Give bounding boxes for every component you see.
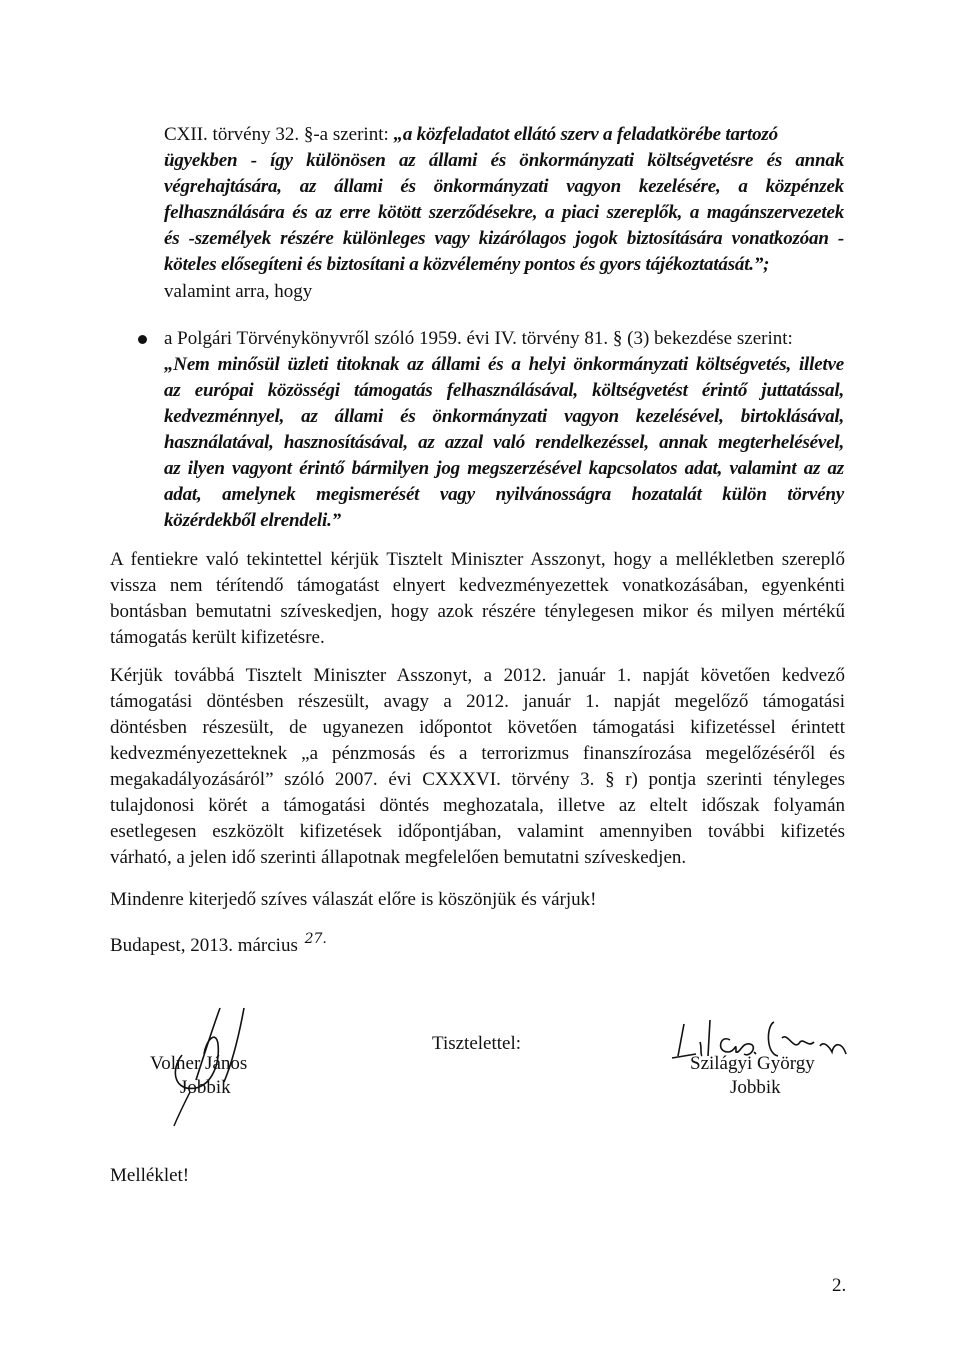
quote-line-1 [164, 124, 778, 145]
signer-left-party: Jobbik [180, 1077, 231, 1098]
bullet-line: „Nem minősül üzleti titoknak az állami és a helyi önkormányzati költségvetés, illetve [164, 354, 844, 375]
paragraph-line: döntésben részesült, de ugyanezen időpontot követően támogatási kifizetéssel érintett [110, 717, 845, 738]
paragraph-line: támogatási döntésben részesült, avagy a 2012. január 1. napját megelőző támogatási [110, 691, 845, 712]
quote-line: felhasználására és az erre kötött szerződésekre, a piaci szereplők, a magánszervezetek [164, 202, 844, 223]
signer-right-party: Jobbik [730, 1077, 781, 1098]
date-text: Budapest, 2013. március [110, 935, 298, 956]
intro-hogy: valamint arra, hogy [164, 281, 313, 302]
quote-line: köteles elősegíteni és biztosítani a közvélemény pontos és gyors tájékoztatását.”; [164, 254, 770, 275]
bullet-line: az ilyen vagyont érintő bármilyen jog megszerzésével kapcsolatos adat, valamint az az [164, 458, 844, 479]
paragraph-line: A fentiekre való tekintettel kérjük Tisztelt Miniszter Asszonyt, hogy a mellékletben szereplő [110, 549, 845, 570]
greeting: Tisztelettel: [432, 1033, 522, 1054]
page-number: 2. [832, 1275, 847, 1296]
quote-line: ügyekben - így különösen az állami és önkormányzati költségvetésre és annak [164, 150, 844, 171]
quote-line [164, 124, 778, 146]
paragraph-line: kedvezményezetteknek „a pénzmosás és a terrorizmus finanszírozása megelőzéséről és [110, 743, 845, 764]
quote-line-1-lead: CXII. törvény 32. §-a szerint: [164, 124, 394, 145]
paragraph-line: várható, a jelen idő szerinti állapotnak megfelelően bemutatni szíveskedjen. [110, 847, 687, 868]
paragraph-line: megakadályozásáról” szóló 2007. évi CXXXVI. törvény 3. § r) pontja szerinti tényleges [110, 769, 845, 790]
quote-line: és -személyek részére különleges vagy kizárólagos jogok biztosítására vonatkozóan - [164, 228, 844, 249]
paragraph-line: vissza nem térítendő támogatást elnyert kedvezményezettek vonatkozásában, egyenkénti [110, 575, 845, 596]
bullet-line: az európai közösségi támogatás felhasználásával, költségvetést érintő juttatással, [164, 380, 844, 401]
paragraph-line: bontásban bemutatni szíveskedjen, hogy azok részére ténylegesen mikor és milyen mértékű [110, 601, 845, 622]
bullet-dot [138, 335, 147, 344]
bullet-line: használatával, hasznosításával, az azzal való rendelkezéssel, annak megterhelésével, [164, 432, 844, 453]
quote-line: végrehajtására, az állami és önkormányzati vagyon kezelésére, a közpénzek [164, 176, 844, 197]
paragraph-line: támogatás került kifizetésre. [110, 627, 325, 648]
attachment-note: Melléklet! [110, 1165, 190, 1186]
paragraph-line: esetlegesen eszközölt kifizetések időpontjában, valamint amennyiben további kifizetés [110, 821, 845, 842]
date-line [110, 931, 327, 958]
paragraph-line: Kérjük továbbá Tisztelt Miniszter Asszonyt, a 2012. január 1. napját követően kedvező [110, 665, 845, 686]
bullet-line: adat, amelynek megismerését vagy nyilvánosságra hozatalát külön törvény [164, 484, 844, 505]
signer-right-name: Szilágyi György [690, 1053, 815, 1074]
quote-line-1-italic: „a közfeladatot ellátó szerv a feladatkörébe tartozó [393, 124, 778, 145]
signer-left-name: Volner János [150, 1053, 248, 1074]
bullet-line: közérdekből elrendeli.” [164, 510, 341, 531]
date-day-handwritten: 27. [304, 931, 327, 947]
bullet-line: kedvezménnyel, az állami és önkormányzati vagyon kezelésével, birtoklásával, [164, 406, 844, 427]
closing-sentence: Mindenre kiterjedő szíves válaszát előre is köszönjük és várjuk! [110, 889, 597, 910]
bullet-line: a Polgári Törvénykönyvről szóló 1959. évi IV. törvény 81. § (3) bekezdése szerint: [164, 328, 793, 349]
paragraph-line: tulajdonosi körét a támogatási döntés meghozatala, illetve az eltelt időszak folyamán [110, 795, 845, 816]
